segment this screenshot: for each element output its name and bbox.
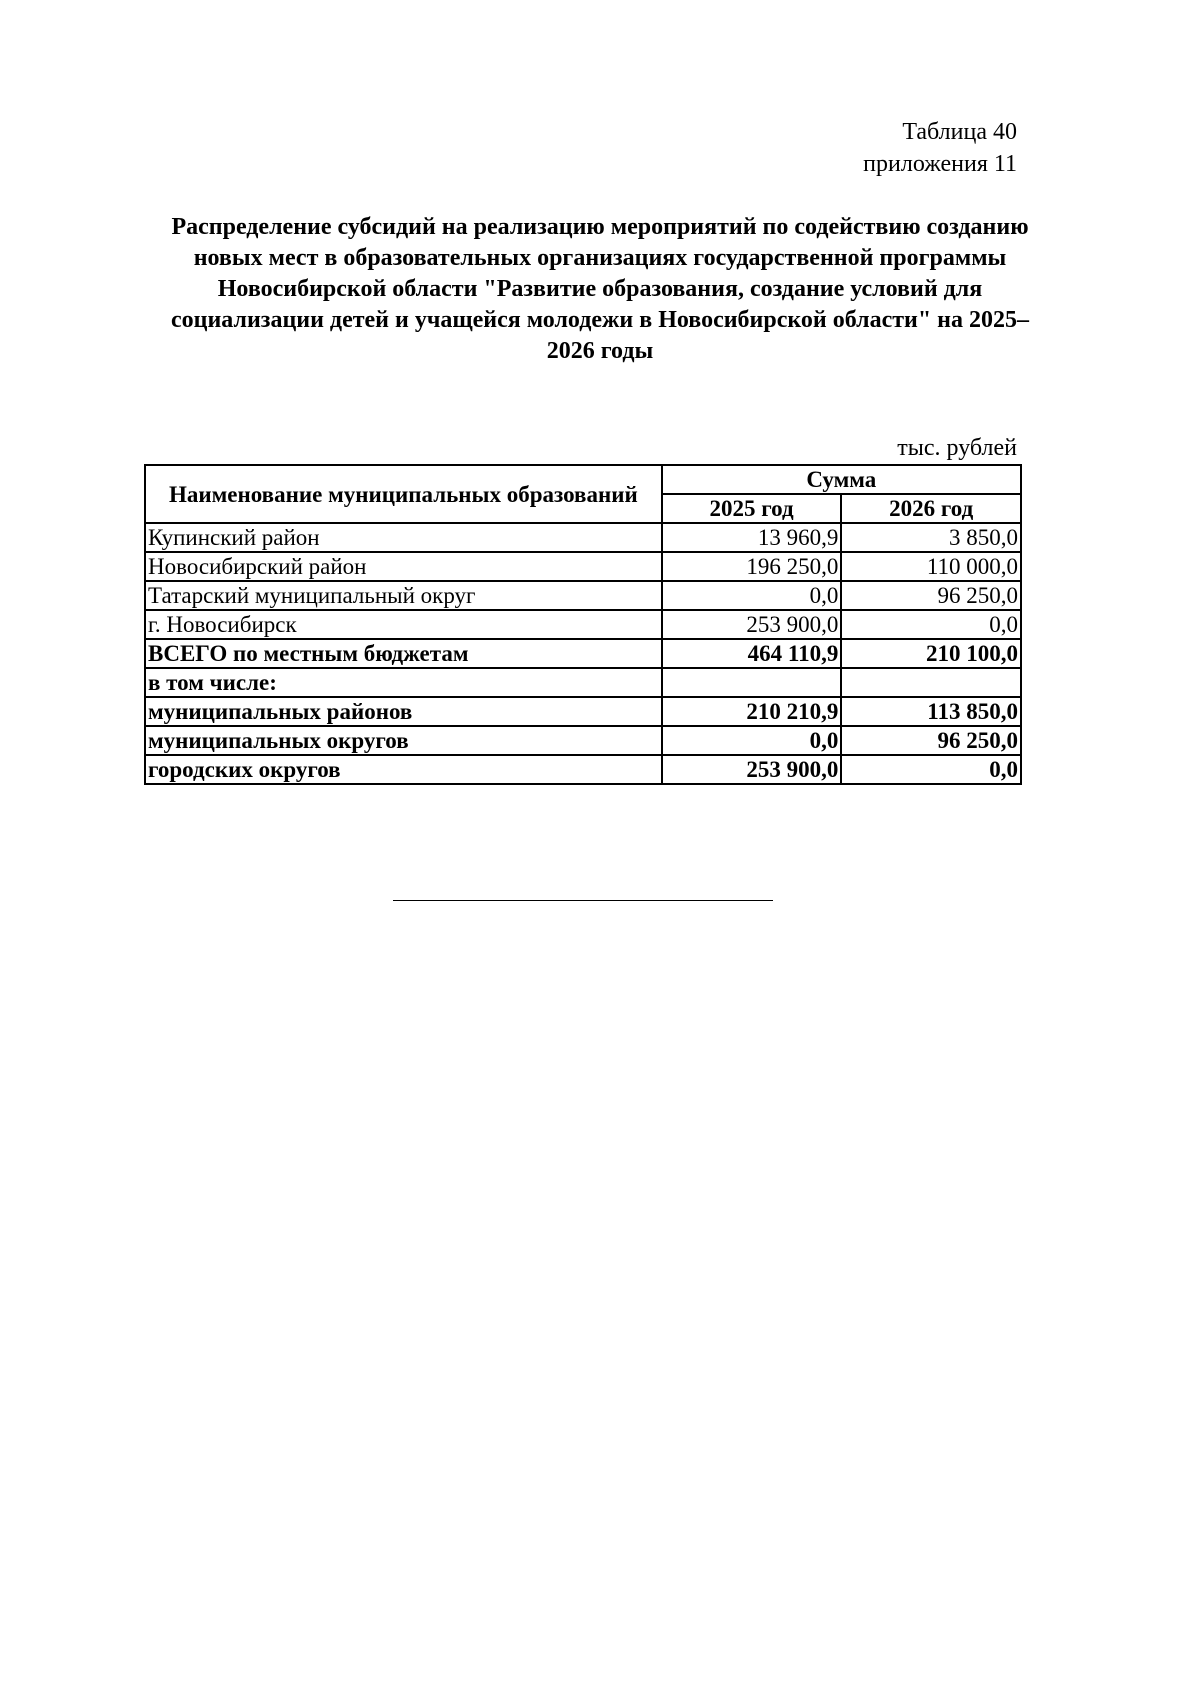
- document-title: Распределение субсидий на реализацию мероприятий по содействию созданию новых мест в образовательных организациях государственной программы Новосибирской области "Развитие образования, создание условий для социализации детей и учащейся молодежи в Новосибирской области" на 2025–2026 годы: [170, 214, 1030, 364]
- amount-2025: 13 960,9: [662, 523, 842, 552]
- amount-2025: 253 900,0: [662, 755, 842, 784]
- table-row: [145, 581, 1021, 610]
- column-header-sum: Сумма: [662, 465, 1021, 494]
- table-number: Таблица 40: [902, 119, 1017, 145]
- amount-2025: 0,0: [662, 726, 842, 755]
- amount-2025: 210 210,9: [662, 697, 842, 726]
- closing-divider: [393, 900, 773, 901]
- municipality-name: Купинский район: [145, 523, 662, 552]
- municipality-name: Татарский муниципальный округ: [145, 581, 662, 610]
- municipality-name: в том числе:: [145, 668, 662, 697]
- column-header-2026: 2026 год: [841, 494, 1021, 523]
- municipality-name: муниципальных округов: [145, 726, 662, 755]
- appendix-reference: приложения 11: [863, 151, 1017, 177]
- amount-2025: 464 110,9: [662, 639, 842, 668]
- amount-2026: 0,0: [841, 755, 1021, 784]
- units-label: тыс. рублей: [897, 435, 1017, 461]
- amount-2026: 96 250,0: [841, 581, 1021, 610]
- amount-2026: 3 850,0: [841, 523, 1021, 552]
- amount-2026: 96 250,0: [841, 726, 1021, 755]
- amount-2025: [662, 668, 842, 697]
- column-header-2025: 2025 год: [662, 494, 842, 523]
- municipality-name: г. Новосибирск: [145, 610, 662, 639]
- municipality-name: городских округов: [145, 755, 662, 784]
- column-header-name: Наименование муниципальных образований: [145, 465, 662, 523]
- amount-2025: 196 250,0: [662, 552, 842, 581]
- table-row: [145, 639, 1021, 668]
- table-row: [145, 755, 1021, 784]
- table-row: [145, 523, 1021, 552]
- table-row: [145, 552, 1021, 581]
- amount-2026: 113 850,0: [841, 697, 1021, 726]
- amount-2025: 253 900,0: [662, 610, 842, 639]
- municipality-name: ВСЕГО по местным бюджетам: [145, 639, 662, 668]
- table-reference: [863, 116, 1017, 180]
- amount-2026: 0,0: [841, 610, 1021, 639]
- table-body: [145, 523, 1021, 784]
- amount-2026: 110 000,0: [841, 552, 1021, 581]
- table-row: [145, 668, 1021, 697]
- table-row: [145, 610, 1021, 639]
- amount-2025: 0,0: [662, 581, 842, 610]
- table-row: [145, 726, 1021, 755]
- subsidy-table: [144, 464, 1022, 785]
- municipality-name: муниципальных районов: [145, 697, 662, 726]
- amount-2026: [841, 668, 1021, 697]
- amount-2026: 210 100,0: [841, 639, 1021, 668]
- table-row: [145, 697, 1021, 726]
- municipality-name: Новосибирский район: [145, 552, 662, 581]
